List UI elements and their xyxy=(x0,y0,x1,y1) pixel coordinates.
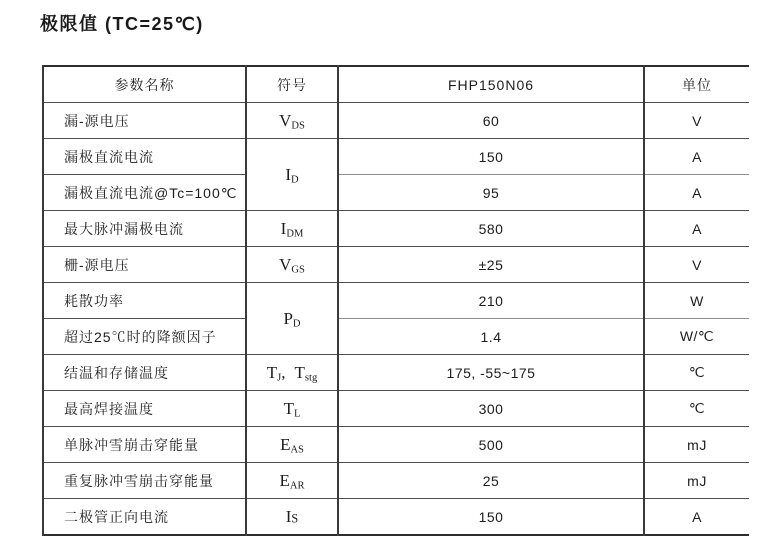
symbol-subscript: S xyxy=(291,510,299,525)
symbol-base: I xyxy=(285,506,292,526)
value-cell: 580 xyxy=(338,211,644,247)
value-cell: 150 xyxy=(338,139,644,175)
param-cell: 单脉冲雪崩击穿能量 xyxy=(43,427,246,463)
param-cell: 超过25℃时的降额因子 xyxy=(43,319,246,355)
value-cell: 300 xyxy=(338,391,644,427)
symbol-subscript: D xyxy=(291,174,299,186)
symbol-cell xyxy=(246,139,338,211)
table-row xyxy=(43,355,749,391)
symbol-base: I xyxy=(280,218,287,238)
unit-cell: A xyxy=(644,499,749,536)
param-cell: 漏极直流电流 xyxy=(43,139,246,175)
symbol-cell xyxy=(246,427,338,463)
table-row xyxy=(43,211,749,247)
symbol-base: I xyxy=(285,164,292,184)
col-header-unit: 单位 xyxy=(644,66,749,103)
value-cell: 210 xyxy=(338,283,644,319)
symbol-base: V xyxy=(279,254,292,274)
value-cell: 25 xyxy=(338,463,644,499)
symbol-subscript: GS xyxy=(291,264,305,276)
symbol-separator: , xyxy=(281,362,286,382)
symbol-cell xyxy=(246,283,338,355)
symbol-cell xyxy=(246,211,338,247)
param-cell: 最大脉冲漏极电流 xyxy=(43,211,246,247)
unit-cell: A xyxy=(644,211,749,247)
symbol-base: T xyxy=(294,362,305,382)
symbol-cell xyxy=(246,355,338,391)
symbol-base: E xyxy=(280,434,291,454)
table-row xyxy=(43,247,749,283)
unit-cell: W xyxy=(644,283,749,319)
symbol-cell xyxy=(246,463,338,499)
symbol-subscript: DS xyxy=(291,120,305,132)
page-title: 极限值 (TC=25℃) xyxy=(40,14,204,34)
param-cell: 结温和存储温度 xyxy=(43,355,246,391)
symbol-cell xyxy=(246,103,338,139)
symbol-cell xyxy=(246,391,338,427)
value-cell: ±25 xyxy=(338,247,644,283)
table-row xyxy=(43,499,749,536)
param-cell: 漏-源电压 xyxy=(43,103,246,139)
symbol-base: P xyxy=(283,308,293,328)
symbol-subscript: AS xyxy=(290,444,304,456)
table-row xyxy=(43,103,749,139)
value-cell: 500 xyxy=(338,427,644,463)
param-cell: 栅-源电压 xyxy=(43,247,246,283)
col-header-symbol: 符号 xyxy=(246,66,338,103)
value-cell: 150 xyxy=(338,499,644,536)
unit-cell: V xyxy=(644,103,749,139)
param-cell: 最高焊接温度 xyxy=(43,391,246,427)
table-row xyxy=(43,283,749,319)
table-row xyxy=(43,175,749,211)
table-row xyxy=(43,319,749,355)
symbol-subscript: stg xyxy=(304,372,318,384)
value-cell: 60 xyxy=(338,103,644,139)
table-row xyxy=(43,391,749,427)
value-cell: 95 xyxy=(338,175,644,211)
symbol-cell xyxy=(246,247,338,283)
symbol-cell xyxy=(246,499,338,536)
unit-cell: A xyxy=(644,175,749,211)
header-row xyxy=(43,66,749,103)
col-header-model: FHP150N06 xyxy=(338,66,644,103)
unit-cell: W/℃ xyxy=(644,319,749,355)
symbol-base: V xyxy=(279,110,292,130)
param-cell: 耗散功率 xyxy=(43,283,246,319)
unit-cell: V xyxy=(644,247,749,283)
symbol-subscript: D xyxy=(292,318,301,330)
table-row xyxy=(43,427,749,463)
symbol-subscript: DM xyxy=(286,228,304,240)
unit-cell: mJ xyxy=(644,427,749,463)
unit-cell: mJ xyxy=(644,463,749,499)
unit-cell: ℃ xyxy=(644,355,749,391)
symbol-subscript: J xyxy=(277,372,282,384)
param-cell: 漏极直流电流@Tc=100℃ xyxy=(43,175,246,211)
unit-cell: A xyxy=(644,139,749,175)
symbol-subscript: L xyxy=(293,408,301,420)
max-ratings-table xyxy=(42,65,749,536)
symbol-base: T xyxy=(266,362,278,382)
table-row xyxy=(43,139,749,175)
table-row xyxy=(43,463,749,499)
symbol-base: T xyxy=(283,398,294,418)
symbol-subscript: AR xyxy=(289,480,305,492)
value-cell: 1.4 xyxy=(338,319,644,355)
symbol-base: E xyxy=(279,470,290,490)
param-cell: 重复脉冲雪崩击穿能量 xyxy=(43,463,246,499)
col-header-param: 参数名称 xyxy=(43,66,246,103)
unit-cell: ℃ xyxy=(644,391,749,427)
param-cell: 二极管正向电流 xyxy=(43,499,246,536)
value-cell: 175, -55~175 xyxy=(338,355,644,391)
